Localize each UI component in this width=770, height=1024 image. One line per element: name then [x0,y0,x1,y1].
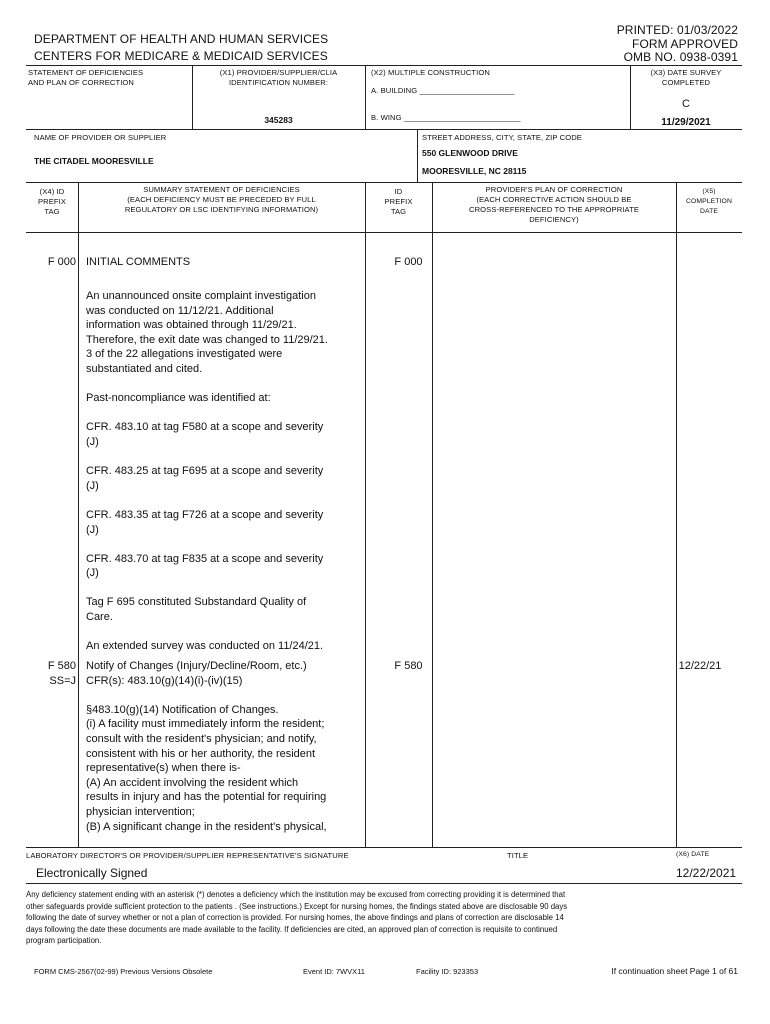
x4-header: (X4) ID PREFIX TAG [37,187,67,216]
summary-header: SUMMARY STATEMENT OF DEFICIENCIES (EACH DEFICIENCY MUST BE PRECEDED BY FULL REGULATORY OR LSC IDENTIFYING INFORMATION) [124,185,319,214]
f000-tag: F 000 [47,256,76,268]
id-header: ID PREFIX TAG [384,187,413,216]
provider-id-label: (X1) PROVIDER/SUPPLIER/CLIA IDENTIFICATION NUMBER: [219,68,338,87]
agency-title: CENTERS FOR MEDICARE & MEDICAID SERVICES [34,49,328,63]
f580-scope-severity: SS=J [49,675,76,687]
omb-number: OMB NO. 0938-0391 [623,50,738,64]
wing-label: B. WING ___________________________ [371,113,521,122]
signature-label: LABORATORY DIRECTOR'S OR PROVIDER/SUPPLIER REPRESENTATIVE'S SIGNATURE [26,851,349,860]
signature-date-label: (X6) DATE [676,851,710,858]
survey-date: 11/29/2021 [661,117,711,128]
department-title: DEPARTMENT OF HEALTH AND HUMAN SERVICES [34,32,329,46]
title-label: TITLE [507,851,529,860]
survey-letter: C [682,98,690,110]
f000-title: INITIAL COMMENTS [86,256,191,268]
f580-body: Notify of Changes (Injury/Decline/Room, etc.) CFR(s): 483.10(g)(14)(i)-(iv)(15) §483.10(g)(14) Notification of Changes. (i) A facility must immediately inform the resident; consult with the resident's physician; and notify, consistent with his or her authority, the resident representative(s) when there is- (A) An accident involving the resident which results in injury and has the potential for requiring physician intervention; (B) A significant change in the resident's physical, [86,660,327,833]
address-label: STREET ADDRESS, CITY, STATE, ZIP CODE [422,133,582,142]
address-line2: MOORESVILLE, NC 28115 [422,166,527,176]
provider-id-number: 345283 [264,115,293,125]
f580-id: F 580 [394,660,423,672]
statement-label: STATEMENT OF DEFICIENCIES AND PLAN OF CORRECTION [28,68,144,87]
page-indicator: If continuation sheet Page 1 of 61 [611,966,738,976]
building-label: A. BUILDING ______________________ [371,86,515,95]
printed-date: PRINTED: 01/03/2022 [616,23,738,37]
plan-header: PROVIDER'S PLAN OF CORRECTION (EACH CORRECTIVE ACTION SHOULD BE CROSS-REFERENCED TO THE APPROPRIATE DEFICIENCY) [468,185,640,224]
f000-body: An unannounced onsite complaint investigation was conducted on 11/12/21. Additional information was obtained through 11/29/21. Therefore, the exit date was changed to 11/29/21. 3 of the 22 allegations investigated were substantiated and cited. Past-noncompliance was identified at: CFR. 483.10 at tag F580 at a scope and severity (J) CFR. 483.25 at tag F695 at a scope and severity (J) CFR. 483.35 at tag F726 at a scope and severity (J) CFR. 483.70 at tag F835 at a scope and severity (J) Tag F 695 constituted Substandard Quality of Care. An extended survey was conducted on 11/24/21. [86,290,328,653]
provider-name-label: NAME OF PROVIDER OR SUPPLIER [34,133,167,142]
signature-value: Electronically Signed [36,866,148,880]
facility-id: Facility ID: 923353 [416,967,479,976]
disclaimer: Any deficiency statement ending with an asterisk (*) denotes a deficiency which the institution may be excused from correcting providing it is determined that other safeguards provide sufficient protection to the patients . (See instructions.) Except for nursing homes, the findings stated above are disclosable 90 days following the date of survey whether or not a plan of correction is provided. For nursing homes, the above findings and plans of correction are disclosable 14 days following the date these documents are made available to the facility. If deficiencies are cited, an approved plan of correction is requisite to continued program participation. [26,890,568,945]
x5-header: (X5) COMPLETION DATE [686,188,732,215]
f000-id: F 000 [394,256,423,268]
form-number: FORM CMS-2567(02-99) Previous Versions Obsolete [34,967,213,976]
multiple-construction-label: (X2) MULTIPLE CONSTRUCTION [371,68,490,77]
survey-date-label: (X3) DATE SURVEY COMPLETED [650,68,722,87]
f580-tag: F 580 [47,660,76,672]
f580-completion-date: 12/22/21 [678,660,722,672]
address-line1: 550 GLENWOOD DRIVE [422,148,518,158]
form-approved: FORM APPROVED [632,37,738,51]
signature-date: 12/22/2021 [676,866,737,880]
provider-name: THE CITADEL MOORESVILLE [34,156,154,166]
event-id: Event ID: 7WVX11 [303,967,365,976]
